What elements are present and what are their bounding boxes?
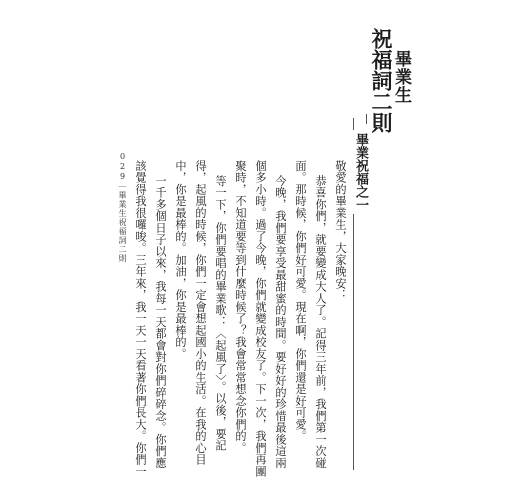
chapter-title: 祝福詞二則 xyxy=(369,28,394,133)
body-line: 等一下，你們要唱的畢業歌：〈起風了〉。以後，要記 xyxy=(214,175,227,452)
title-divider xyxy=(366,114,367,124)
body-line: 得，起風的時候，你們一定會想起國小的生活。在我的心目 xyxy=(194,160,207,466)
body-line: 面。那時候，你們好可愛。現在啊，你們還是好可愛。 xyxy=(294,160,307,442)
running-title: 畢業生祝福詞二則 xyxy=(118,191,127,263)
body-line: 該覺得我很囉唆。三年來，我一天一天看著你們長大。你們一 xyxy=(134,160,147,478)
body-line: 中，你是最棒的。加油，你是最棒的。 xyxy=(174,160,187,360)
page-number: 029 xyxy=(118,152,127,182)
page-folio xyxy=(118,152,127,263)
folio-separator: ｜ xyxy=(118,182,127,191)
body-line: 敬愛的畢業生，大家晚安： xyxy=(334,160,347,301)
body-line: 恭喜你們，就要變成大人了。記得三年前，我們第一次碰 xyxy=(314,175,327,469)
section-heading: 畢業祝福之一 xyxy=(352,130,368,214)
body-line: 今晚，我們要享受最甜蜜的時間。要好好的珍惜最後這兩 xyxy=(274,175,287,469)
body-line: 一千多個日子以來，我每一天都會對你們碎碎念。你們應 xyxy=(154,175,167,469)
body-line: 聚時，不知道要等到什麼時候了？我會常常想念你們的。 xyxy=(234,160,247,454)
chapter-subtitle: 畢業生 xyxy=(391,50,411,104)
body-line: 個多小時。過了今晚，你們就變成校友了。下一次，我們再團 xyxy=(254,160,267,478)
